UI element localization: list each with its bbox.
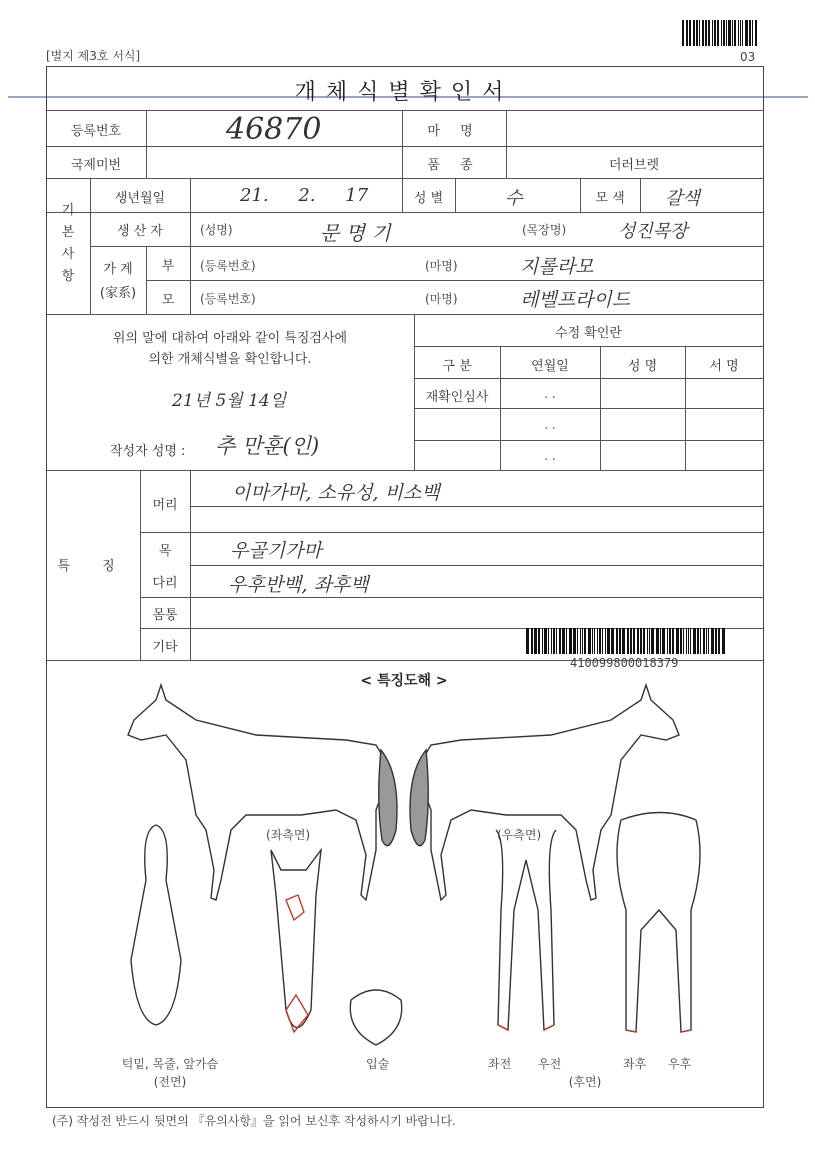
barcode-bar bbox=[683, 628, 685, 654]
barcode-bar bbox=[722, 628, 725, 654]
features-section-label: 특 징 bbox=[57, 559, 129, 574]
neck-value: 우골기가마 bbox=[230, 540, 322, 562]
barcode-bar bbox=[605, 628, 606, 654]
front-caption-2: (전면) bbox=[153, 1075, 187, 1089]
barcode-bar bbox=[703, 628, 705, 654]
right-side-caption: (우측면) bbox=[497, 828, 542, 842]
barcode-bar bbox=[607, 628, 610, 654]
barcode-bar bbox=[690, 20, 691, 46]
barcode-bar bbox=[594, 628, 595, 654]
horse-name-label: 마 명 bbox=[427, 124, 481, 139]
barcode-bar bbox=[742, 20, 743, 46]
barcode-bar bbox=[706, 628, 707, 654]
sire-reg-sub: (등록번호) bbox=[200, 259, 256, 273]
barcode-bar bbox=[667, 628, 668, 654]
barcode-bar bbox=[602, 628, 603, 654]
intl-no-label: 국제미번 bbox=[70, 158, 122, 173]
barcode-bar bbox=[544, 628, 547, 654]
col-type: 구 분 bbox=[442, 359, 472, 374]
sire-name: 지롤라모 bbox=[520, 256, 594, 278]
top-barcode bbox=[682, 20, 758, 46]
barcode-bar bbox=[711, 628, 714, 654]
breed-value: 더러브렛 bbox=[608, 158, 660, 173]
dam-label: 모 bbox=[161, 293, 175, 308]
barcode-bar bbox=[688, 628, 689, 654]
sex-label: 성 별 bbox=[413, 191, 444, 206]
rear-view-horse bbox=[617, 813, 700, 1033]
col-date: 연월일 bbox=[531, 359, 569, 374]
barcode-bar bbox=[660, 628, 661, 654]
barcode-bar bbox=[562, 628, 565, 654]
barcode-bar bbox=[616, 628, 618, 654]
barcode-bar bbox=[588, 628, 591, 654]
right-side-tail bbox=[410, 750, 428, 846]
right-hind-caption: 우후 bbox=[668, 1057, 692, 1071]
color-value: 갈색 bbox=[665, 188, 700, 209]
left-fore-caption: 좌전 bbox=[488, 1057, 512, 1071]
sex-value: 수 bbox=[505, 188, 523, 209]
barcode-bar bbox=[732, 20, 733, 46]
row2-date: . . bbox=[544, 418, 556, 432]
lineage-hanja: (家系) bbox=[99, 286, 137, 301]
muzzle-view bbox=[350, 990, 401, 1045]
leg-value: 우후반백, 좌후백 bbox=[228, 574, 369, 596]
barcode-bar bbox=[599, 628, 601, 654]
barcode-bar bbox=[686, 20, 688, 46]
diagram-title: < 특징도해 > bbox=[360, 673, 448, 689]
barcode-bar bbox=[676, 628, 679, 654]
producer-name: 문 명 기 bbox=[320, 221, 391, 245]
etc-label: 기타 bbox=[152, 640, 178, 655]
lineage-label: 가 계 bbox=[103, 262, 133, 277]
sire-horse-sub: (마명) bbox=[425, 259, 458, 273]
barcode-bar bbox=[699, 20, 700, 46]
muzzle-caption: 입술 bbox=[366, 1057, 390, 1071]
form-title: 개체식별확인서 bbox=[294, 80, 514, 105]
horse-diagram bbox=[46, 680, 762, 1100]
writer-sign: 추 만훈(인) bbox=[215, 434, 320, 458]
producer-label: 생 산 자 bbox=[117, 224, 163, 239]
barcode-bar bbox=[690, 628, 691, 654]
barcode-bar bbox=[611, 628, 614, 654]
barcode-bar bbox=[551, 628, 552, 654]
barcode-bar bbox=[680, 628, 682, 654]
front-neck-view bbox=[131, 825, 181, 1025]
barcode-bar bbox=[542, 628, 543, 654]
barcode-bar bbox=[569, 628, 572, 654]
farm-sub: (목장명) bbox=[522, 223, 567, 237]
head-front-view bbox=[271, 850, 321, 1028]
farm-name: 성진목장 bbox=[618, 221, 688, 242]
barcode-bar bbox=[708, 628, 709, 654]
birth-label: 생년월일 bbox=[114, 191, 166, 206]
barcode-bar bbox=[705, 20, 707, 46]
barcode-bar bbox=[686, 628, 687, 654]
barcode-bar bbox=[597, 628, 598, 654]
barcode-bar bbox=[649, 628, 650, 654]
barcode-bar bbox=[717, 20, 719, 46]
neck-label: 목 bbox=[158, 544, 172, 559]
dam-reg-sub: (등록번호) bbox=[200, 292, 256, 306]
basic-section-label: 기본사항 bbox=[61, 203, 75, 284]
barcode-bar bbox=[697, 628, 699, 654]
statement-line2: 의한 개체식별을 확인합니다. bbox=[148, 352, 312, 367]
breed-label: 품 종 bbox=[427, 158, 481, 173]
barcode-bar bbox=[619, 628, 622, 654]
dam-name: 레벨프라이드 bbox=[520, 289, 631, 311]
barcode-bar bbox=[755, 20, 757, 46]
head-value: 이마가마, 소유성, 비소백 bbox=[232, 482, 440, 504]
barcode-bar bbox=[531, 628, 533, 654]
barcode-bar bbox=[696, 20, 698, 46]
barcode-bar bbox=[708, 20, 710, 46]
barcode-bar bbox=[715, 628, 717, 654]
reg-no-label: 등록번호 bbox=[70, 124, 122, 139]
barcode-bar bbox=[726, 20, 727, 46]
row1-type: 재확인심사 bbox=[425, 390, 489, 405]
barcode-bar bbox=[630, 628, 632, 654]
barcode-bar bbox=[577, 628, 578, 654]
right-fore-caption: 우전 bbox=[538, 1057, 562, 1071]
row1-date: . . bbox=[544, 387, 556, 401]
barcode-bar bbox=[548, 628, 549, 654]
barcode-bar bbox=[559, 628, 562, 654]
barcode-bar bbox=[714, 20, 717, 46]
barcode-bar bbox=[745, 20, 748, 46]
barcode-bar bbox=[640, 628, 642, 654]
left-side-caption: (좌측면) bbox=[266, 828, 311, 842]
feature-barcode bbox=[526, 628, 726, 654]
barcode-bar bbox=[669, 628, 671, 654]
barcode-bar bbox=[538, 628, 540, 654]
col-name: 성 명 bbox=[627, 359, 658, 374]
barcode-bar bbox=[693, 20, 695, 46]
barcode-bar bbox=[647, 628, 648, 654]
barcode-bar bbox=[526, 628, 529, 654]
barcode-number: 410099800018379 bbox=[570, 656, 679, 670]
barcode-bar bbox=[592, 628, 593, 654]
barcode-bar bbox=[573, 628, 576, 654]
birth-value: 21. 2. 17 bbox=[240, 185, 369, 206]
barcode-bar bbox=[637, 628, 639, 654]
head-label: 머리 bbox=[152, 498, 178, 513]
footer-note: (주) 작성전 반드시 뒷면의 『유의사항』을 읽어 보신후 작성하시기 바랍니다. bbox=[52, 1114, 456, 1128]
statement-line1: 위의 말에 대하여 아래와 같이 특징검사에 bbox=[112, 331, 348, 346]
right-side-horse bbox=[416, 685, 679, 900]
barcode-bar bbox=[740, 20, 741, 46]
barcode-bar bbox=[749, 20, 752, 46]
barcode-bar bbox=[734, 20, 736, 46]
body-label: 몸통 bbox=[152, 608, 178, 623]
barcode-bar bbox=[584, 628, 586, 654]
barcode-bar bbox=[693, 628, 696, 654]
barcode-bar bbox=[582, 628, 583, 654]
writer-label: 작성자 성명 : bbox=[110, 444, 186, 459]
barcode-bar bbox=[627, 628, 629, 654]
barcode-bar bbox=[662, 628, 665, 654]
sire-label: 부 bbox=[161, 259, 175, 274]
barcode-bar bbox=[566, 628, 567, 654]
reg-no-value: 46870 bbox=[226, 112, 322, 147]
front-legs-view bbox=[496, 830, 556, 1030]
barcode-bar bbox=[728, 20, 731, 46]
row3-date: . . bbox=[544, 449, 556, 463]
barcode-bar bbox=[651, 628, 654, 654]
barcode-bar bbox=[682, 20, 684, 46]
barcode-bar bbox=[656, 628, 659, 654]
date-written: 21년 5월 14일 bbox=[172, 391, 287, 411]
rear-caption: (후면) bbox=[568, 1075, 602, 1089]
barcode-bar bbox=[553, 628, 555, 654]
barcode-bar bbox=[721, 20, 722, 46]
barcode-bar bbox=[643, 628, 645, 654]
producer-name-sub: (성명) bbox=[200, 223, 233, 237]
barcode-bar bbox=[534, 628, 537, 654]
leg-label: 다리 bbox=[152, 576, 178, 591]
barcode-bar bbox=[718, 628, 720, 654]
page-code: 03 bbox=[740, 50, 756, 64]
barcode-bar bbox=[712, 20, 713, 46]
left-side-tail bbox=[379, 750, 397, 846]
barcode-bar bbox=[672, 628, 674, 654]
dam-horse-sub: (마명) bbox=[425, 292, 458, 306]
left-hind-caption: 좌후 bbox=[623, 1057, 647, 1071]
barcode-bar bbox=[723, 20, 725, 46]
barcode-bar bbox=[633, 628, 635, 654]
front-caption-1: 턱밑, 목줄, 앞가슴 bbox=[121, 1057, 219, 1071]
barcode-bar bbox=[738, 20, 740, 46]
barcode-bar bbox=[752, 20, 753, 46]
barcode-bar bbox=[702, 20, 705, 46]
correction-title: 수정 확인란 bbox=[555, 326, 622, 341]
barcode-bar bbox=[689, 20, 690, 46]
col-sign: 서 명 bbox=[709, 359, 739, 374]
form-number: [별지 제3호 서식] bbox=[46, 49, 141, 63]
barcode-bar bbox=[700, 628, 701, 654]
color-label: 모 색 bbox=[595, 191, 625, 206]
barcode-bar bbox=[622, 628, 625, 654]
barcode-bar bbox=[556, 628, 557, 654]
barcode-bar bbox=[580, 628, 581, 654]
